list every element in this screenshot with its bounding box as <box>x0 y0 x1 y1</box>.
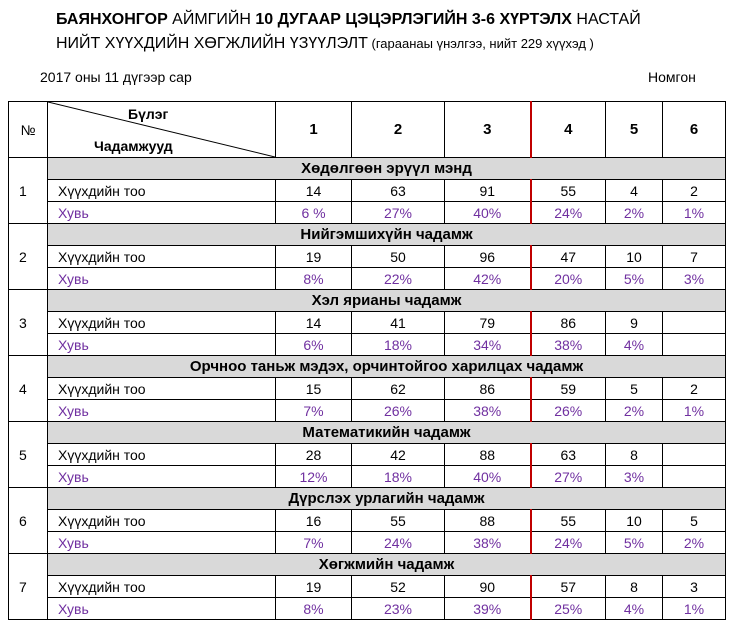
count-cell-group-5: 4 <box>606 180 663 202</box>
count-cell-group-3: 90 <box>445 576 531 598</box>
category-row <box>9 224 726 246</box>
section-number: 4 <box>9 356 48 422</box>
percent-label: Хувь <box>48 466 276 488</box>
category-title: Хэл ярианы чадамж <box>48 290 726 312</box>
percent-cell-group-3: 38% <box>445 532 531 554</box>
report-date: 2017 оны 11 дүгээр сар <box>40 69 192 85</box>
percent-cell-group-1: 7% <box>276 532 352 554</box>
count-cell-group-6: 2 <box>663 378 726 400</box>
count-cell-group-3: 79 <box>445 312 531 334</box>
count-cell-group-3: 88 <box>445 444 531 466</box>
section-number: 1 <box>9 158 48 224</box>
percent-cell-group-2: 18% <box>352 334 445 356</box>
percent-cell-group-3: 40% <box>445 202 531 224</box>
title-main: НИЙТ ХҮҮХДИЙН ХӨГЖЛИЙН ҮЗҮҮЛЭЛТ <box>56 35 368 52</box>
percent-row <box>9 400 726 422</box>
section-number: 6 <box>9 488 48 554</box>
count-cell-group-3: 96 <box>445 246 531 268</box>
percent-cell-group-3: 38% <box>445 400 531 422</box>
header-group-5: 5 <box>606 102 663 158</box>
section-number: 2 <box>9 224 48 290</box>
percent-cell-group-1: 8% <box>276 268 352 290</box>
percent-cell-group-4: 26% <box>531 400 606 422</box>
count-cell-group-6: 7 <box>663 246 726 268</box>
percent-cell-group-3: 39% <box>445 598 531 620</box>
development-table <box>8 101 726 620</box>
count-label: Хүүхдийн тоо <box>48 246 276 268</box>
percent-cell-group-6: 1% <box>663 202 726 224</box>
category-row <box>9 554 726 576</box>
count-row <box>9 510 726 532</box>
count-cell-group-4: 55 <box>531 510 606 532</box>
count-cell-group-2: 62 <box>352 378 445 400</box>
category-title: Хөдөлгөөн эрүүл мэнд <box>48 158 726 180</box>
count-label: Хүүхдийн тоо <box>48 444 276 466</box>
header-group-label: Бүлэг <box>128 106 169 122</box>
percent-cell-group-5: 3% <box>606 466 663 488</box>
percent-cell-group-2: 26% <box>352 400 445 422</box>
count-label: Хүүхдийн тоо <box>48 180 276 202</box>
percent-cell-group-6: 1% <box>663 598 726 620</box>
percent-row <box>9 334 726 356</box>
count-cell-group-4: 47 <box>531 246 606 268</box>
percent-cell-group-3: 34% <box>445 334 531 356</box>
section-number: 7 <box>9 554 48 620</box>
category-row <box>9 422 726 444</box>
count-cell-group-6: 5 <box>663 510 726 532</box>
header-group-1: 1 <box>276 102 352 158</box>
percent-cell-group-5: 2% <box>606 400 663 422</box>
percent-cell-group-4: 20% <box>531 268 606 290</box>
category-title: Хөгжмийн чадамж <box>48 554 726 576</box>
percent-cell-group-1: 8% <box>276 598 352 620</box>
count-cell-group-2: 52 <box>352 576 445 598</box>
count-cell-group-6 <box>663 312 726 334</box>
percent-label: Хувь <box>48 532 276 554</box>
category-row <box>9 488 726 510</box>
percent-cell-group-1: 7% <box>276 400 352 422</box>
percent-label: Хувь <box>48 598 276 620</box>
percent-cell-group-5: 5% <box>606 532 663 554</box>
header-criteria-label: Чадамжууд <box>94 138 173 154</box>
title-bold-part: 10 ДУГААР ЦЭЦЭРЛЭГИЙН 3-6 ХҮРТЭЛХ <box>255 11 572 28</box>
percent-cell-group-4: 24% <box>531 202 606 224</box>
percent-row <box>9 532 726 554</box>
percent-label: Хувь <box>48 202 276 224</box>
count-cell-group-4: 57 <box>531 576 606 598</box>
category-row <box>9 356 726 378</box>
category-title: Дүрслэх урлагийн чадамж <box>48 488 726 510</box>
category-title: Математикийн чадамж <box>48 422 726 444</box>
percent-cell-group-2: 22% <box>352 268 445 290</box>
count-cell-group-3: 88 <box>445 510 531 532</box>
count-cell-group-2: 41 <box>352 312 445 334</box>
count-row <box>9 180 726 202</box>
percent-cell-group-5: 2% <box>606 202 663 224</box>
category-title: Орчноо таньж мэдэх, орчинтойгоо харилцах чадамж <box>48 356 726 378</box>
count-cell-group-3: 91 <box>445 180 531 202</box>
header-diagonal-cell <box>48 102 276 158</box>
count-cell-group-4: 59 <box>531 378 606 400</box>
header-num: № <box>9 102 48 158</box>
count-label: Хүүхдийн тоо <box>48 378 276 400</box>
count-label: Хүүхдийн тоо <box>48 312 276 334</box>
percent-cell-group-3: 40% <box>445 466 531 488</box>
count-cell-group-2: 55 <box>352 510 445 532</box>
count-row <box>9 378 726 400</box>
count-cell-group-6 <box>663 444 726 466</box>
title-part: АЙМГИЙН <box>167 11 256 28</box>
count-cell-group-5: 5 <box>606 378 663 400</box>
percent-cell-group-4: 24% <box>531 532 606 554</box>
count-cell-group-2: 42 <box>352 444 445 466</box>
percent-row <box>9 598 726 620</box>
count-cell-group-2: 50 <box>352 246 445 268</box>
header-group-3: 3 <box>445 102 531 158</box>
percent-cell-group-4: 25% <box>531 598 606 620</box>
report-title-line2 <box>56 34 594 54</box>
percent-cell-group-6: 2% <box>663 532 726 554</box>
count-cell-group-5: 10 <box>606 246 663 268</box>
count-label: Хүүхдийн тоо <box>48 576 276 598</box>
count-cell-group-1: 14 <box>276 312 352 334</box>
count-row <box>9 312 726 334</box>
percent-row <box>9 466 726 488</box>
count-cell-group-1: 19 <box>276 246 352 268</box>
percent-cell-group-5: 4% <box>606 334 663 356</box>
percent-cell-group-2: 23% <box>352 598 445 620</box>
percent-cell-group-1: 6 % <box>276 202 352 224</box>
count-cell-group-6: 3 <box>663 576 726 598</box>
section-number: 3 <box>9 290 48 356</box>
category-row <box>9 158 726 180</box>
title-bold-part: БАЯНХОНГОР <box>56 11 168 28</box>
title-part: НАСТАЙ <box>571 11 641 28</box>
percent-row <box>9 202 726 224</box>
percent-row <box>9 268 726 290</box>
count-cell-group-2: 63 <box>352 180 445 202</box>
percent-cell-group-2: 18% <box>352 466 445 488</box>
percent-cell-group-4: 27% <box>531 466 606 488</box>
title-note: (гараанаы үнэлгээ, нийт 229 хүүхэд ) <box>367 36 594 51</box>
percent-cell-group-4: 38% <box>531 334 606 356</box>
category-title: Нийгэмшихүйн чадамж <box>48 224 726 246</box>
percent-cell-group-6 <box>663 334 726 356</box>
percent-cell-group-6: 3% <box>663 268 726 290</box>
percent-cell-group-3: 42% <box>445 268 531 290</box>
percent-cell-group-2: 27% <box>352 202 445 224</box>
count-cell-group-4: 63 <box>531 444 606 466</box>
percent-cell-group-6: 1% <box>663 400 726 422</box>
percent-cell-group-1: 6% <box>276 334 352 356</box>
count-row <box>9 246 726 268</box>
count-cell-group-5: 9 <box>606 312 663 334</box>
count-cell-group-4: 55 <box>531 180 606 202</box>
percent-cell-group-5: 4% <box>606 598 663 620</box>
count-cell-group-3: 86 <box>445 378 531 400</box>
report-author: Номгон <box>648 69 696 85</box>
percent-label: Хувь <box>48 334 276 356</box>
count-cell-group-1: 14 <box>276 180 352 202</box>
count-cell-group-4: 86 <box>531 312 606 334</box>
count-cell-group-6: 2 <box>663 180 726 202</box>
count-cell-group-5: 10 <box>606 510 663 532</box>
category-row <box>9 290 726 312</box>
header-row <box>9 102 726 158</box>
report-title-line1 <box>56 10 641 30</box>
count-cell-group-1: 15 <box>276 378 352 400</box>
count-row <box>9 444 726 466</box>
percent-label: Хувь <box>48 268 276 290</box>
count-cell-group-1: 16 <box>276 510 352 532</box>
header-group-4: 4 <box>531 102 606 158</box>
percent-cell-group-2: 24% <box>352 532 445 554</box>
section-number: 5 <box>9 422 48 488</box>
header-group-6: 6 <box>663 102 726 158</box>
percent-cell-group-1: 12% <box>276 466 352 488</box>
percent-cell-group-6 <box>663 466 726 488</box>
count-cell-group-1: 28 <box>276 444 352 466</box>
percent-label: Хувь <box>48 400 276 422</box>
header-group-2: 2 <box>352 102 445 158</box>
count-cell-group-1: 19 <box>276 576 352 598</box>
count-label: Хүүхдийн тоо <box>48 510 276 532</box>
count-cell-group-5: 8 <box>606 576 663 598</box>
percent-cell-group-5: 5% <box>606 268 663 290</box>
count-cell-group-5: 8 <box>606 444 663 466</box>
count-row <box>9 576 726 598</box>
